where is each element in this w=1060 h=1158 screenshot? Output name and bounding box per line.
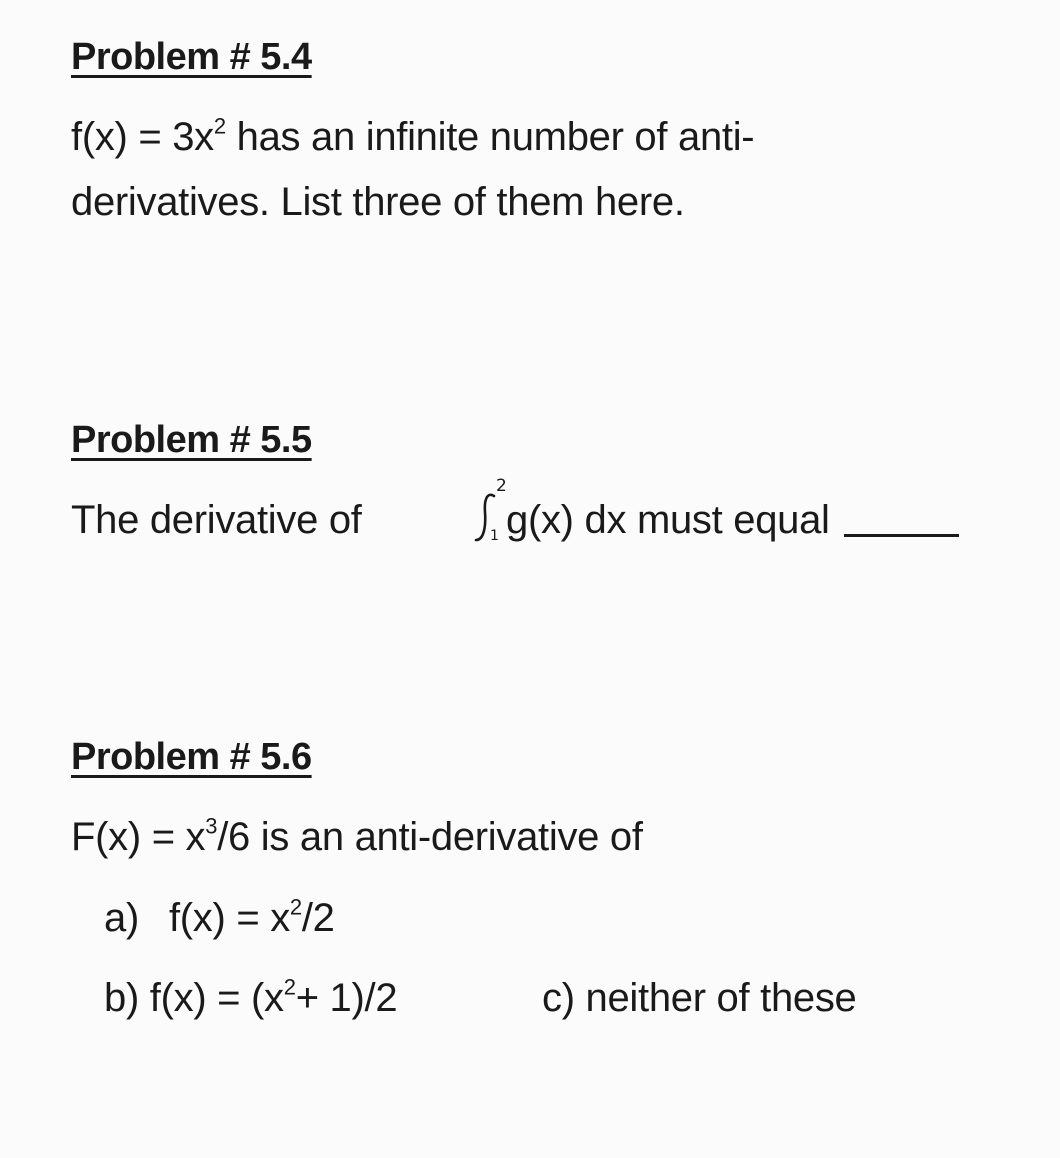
problem-5-5-integrand <box>506 498 959 543</box>
integrand-text: g(x) dx must equal <box>506 498 830 542</box>
option-a-exponent: 2 <box>289 894 302 920</box>
function-definition: f(x) = 3x <box>71 115 214 159</box>
exponent: 2 <box>213 113 226 139</box>
problem-5-6-heading: Problem # 5.6 <box>71 736 312 778</box>
option-b <box>104 976 397 1021</box>
option-a-lead: f(x) = x <box>168 896 290 940</box>
option-c: c) neither of these <box>542 976 857 1020</box>
statement-lead: F(x) = x <box>71 815 206 859</box>
integral-lower-limit: 1 <box>490 528 499 544</box>
problem-5-4-line-1 <box>71 115 754 160</box>
problem-5-4-heading: Problem # 5.4 <box>71 36 312 78</box>
option-a-tail: /2 <box>301 896 335 940</box>
option-a <box>104 896 335 941</box>
option-a-label: a) <box>104 896 139 940</box>
option-b-lead: b) f(x) = (x <box>104 976 284 1020</box>
problem-5-6-statement <box>71 815 643 860</box>
option-b-exponent: 2 <box>283 974 296 1000</box>
answer-blank[interactable] <box>844 534 959 537</box>
problem-5-5-lead: The derivative of <box>71 498 362 542</box>
option-b-tail: + 1)/2 <box>295 976 398 1020</box>
statement-tail: /6 is an anti-derivative of <box>217 815 643 859</box>
statement-exponent: 3 <box>205 813 218 839</box>
problem-5-4-line-2: derivatives. List three of them here. <box>71 180 685 224</box>
integral-upper-limit: 2 <box>496 476 507 496</box>
problem-5-5-heading: Problem # 5.5 <box>71 419 312 461</box>
line-1-tail: has an infinite number of anti- <box>225 115 755 159</box>
